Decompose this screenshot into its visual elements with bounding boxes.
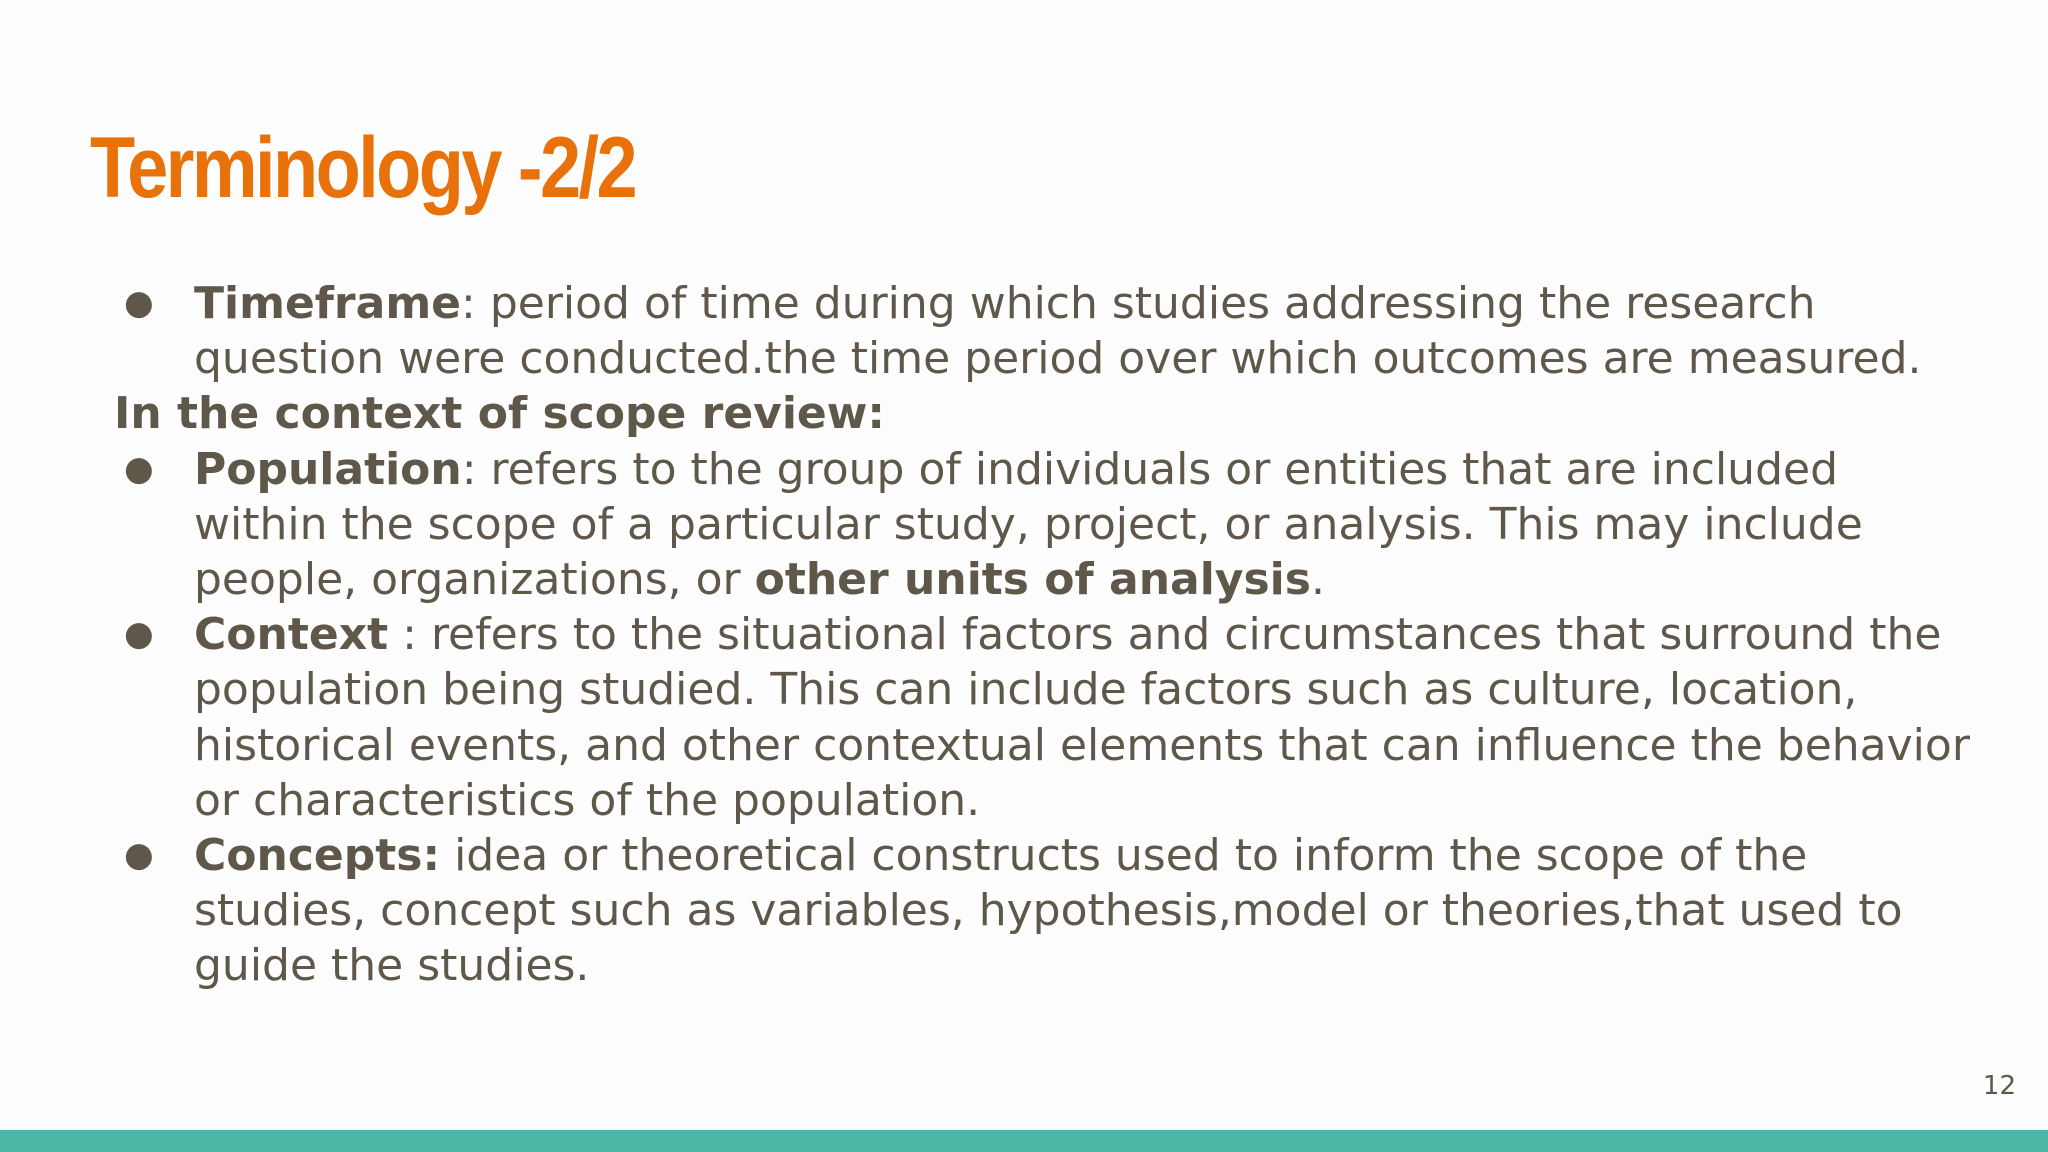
timeframe-text-1: : period of time during which studies addressing the research bbox=[461, 278, 1816, 329]
concepts-text-2: studies, concept such as variables, hypothesis,model or theories,that used to bbox=[194, 885, 1903, 937]
bullet-icon: ● bbox=[124, 614, 154, 655]
term-context: Context bbox=[194, 609, 389, 661]
population-text-3-end: . bbox=[1310, 554, 1325, 606]
context-text-2: population being studied. This can include factors such as culture, location, bbox=[194, 664, 1858, 716]
context-text-3: historical events, and other contextual elements that can influence the behavior bbox=[194, 719, 1970, 771]
timeframe-text-2: question were conducted.the time period over which outcomes are measured. bbox=[194, 333, 1922, 385]
bullet-icon: ● bbox=[124, 448, 154, 489]
bullet-timeframe bbox=[114, 276, 1994, 331]
term-concepts: Concepts: bbox=[194, 830, 441, 882]
slide-content bbox=[114, 276, 1994, 994]
page-number: 12 bbox=[1982, 1071, 2016, 1101]
population-emphasis: other units of analysis bbox=[754, 554, 1311, 606]
bullet-icon: ● bbox=[124, 283, 154, 323]
context-text-1: : refers to the situational factors and circumstances that surround the bbox=[388, 609, 1942, 661]
bullet-population bbox=[114, 442, 1994, 497]
concepts-text-1: idea or theoretical constructs used to inform the scope of the bbox=[440, 830, 1808, 882]
scope-review-heading: In the context of scope review: bbox=[114, 388, 886, 440]
slide-title: Terminology -2/2 bbox=[90, 120, 636, 216]
population-text-2: within the scope of a particular study, project, or analysis. This may include bbox=[194, 498, 1863, 550]
bullet-context bbox=[114, 607, 1994, 662]
bullet-icon: ● bbox=[124, 835, 154, 876]
term-timeframe: Timeframe bbox=[194, 278, 462, 329]
bullet-concepts bbox=[114, 828, 1994, 883]
context-text-4: or characteristics of the population. bbox=[194, 774, 981, 826]
population-text-1: : refers to the group of individuals or entities that are included bbox=[461, 443, 1838, 495]
term-population: Population bbox=[194, 443, 462, 495]
concepts-text-3: guide the studies. bbox=[194, 940, 590, 992]
population-text-3-start: people, organizations, or bbox=[194, 554, 755, 606]
population-text-3 bbox=[114, 552, 1994, 607]
footer-accent-bar bbox=[0, 1130, 2048, 1152]
